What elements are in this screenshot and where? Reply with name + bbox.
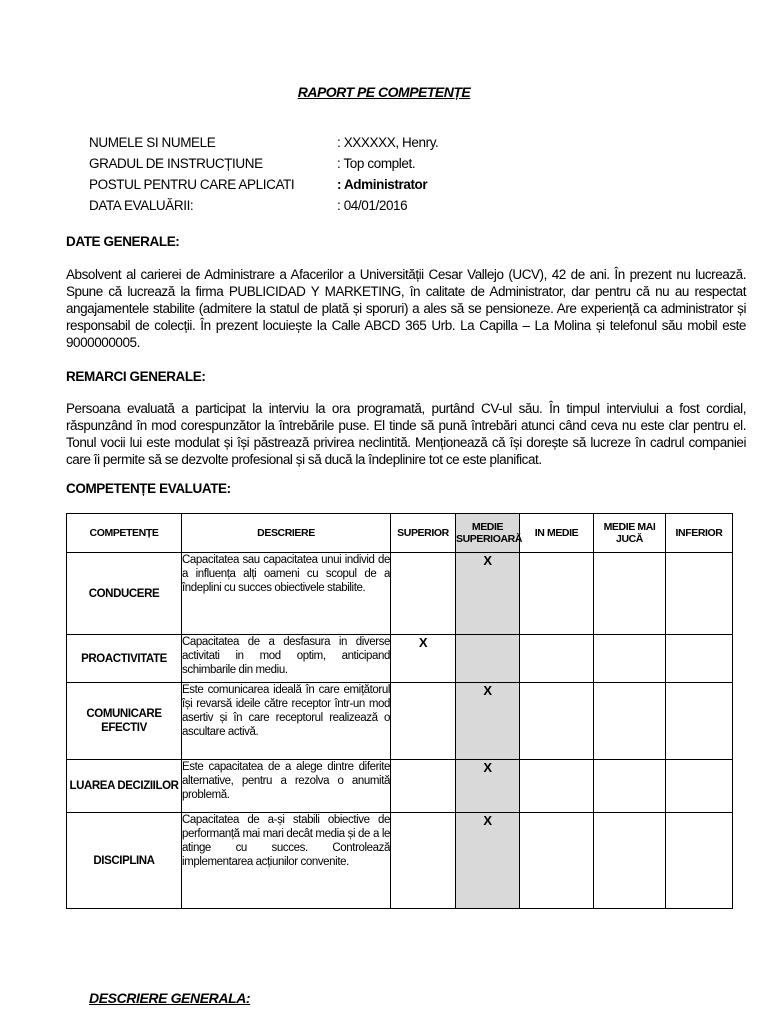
candidate-info [89, 135, 438, 219]
competence-description: Capacitatea sau capacitatea unui individ de a influența alți oameni cu scopul de a îndeplini cu succes obiectivele stabilite. [182, 553, 391, 635]
info-value: : Administrator [337, 177, 428, 192]
rating-cell [666, 760, 733, 813]
header-description: DESCRIERE [182, 514, 391, 553]
competencies-table [66, 513, 733, 909]
info-value: : XXXXXX, Henry. [337, 135, 439, 150]
info-row-education [89, 156, 438, 177]
rating-cell: X [456, 553, 520, 635]
rating-cell [520, 813, 594, 909]
table-row [67, 553, 733, 635]
rating-cell [391, 683, 456, 760]
header-in-medie: IN MEDIE [520, 514, 594, 553]
rating-cell [391, 813, 456, 909]
table-row [67, 635, 733, 683]
rating-cell [666, 813, 733, 909]
rating-cell [666, 553, 733, 635]
rating-cell [594, 635, 666, 683]
info-row-name [89, 135, 438, 156]
header-superior: SUPERIOR [391, 514, 456, 553]
remarks-heading: REMARCI GENERALE: [66, 369, 206, 384]
rating-cell [594, 683, 666, 760]
rating-cell [520, 553, 594, 635]
info-label: POSTUL PENTRU CARE APLICATI [89, 177, 295, 192]
remarks-text: Persoana evaluată a participat la interviu la ora programată, purtând CV-ul său. În timpul interviului a fost cordial, răspunzând în mod corespunzător la întrebările puse. El tinde să pună întrebări atunci când ceva nu este clar pentru el. Tonul vocii lui este modulat și își păstrează privirea neclintită. Menționează că își dorește să lucreze în cadrul companiei care îi permite să se dezvolte profesional și să ducă la îndeplinire tot ce este planificat. [66, 401, 746, 467]
competence-name: CONDUCERE [67, 553, 182, 635]
competencies-heading: COMPETENȚE EVALUATE: [66, 481, 231, 496]
rating-cell [456, 635, 520, 683]
competence-name: DISCIPLINA [67, 813, 182, 909]
info-row-position [89, 177, 438, 198]
table-header-row [67, 514, 733, 553]
rating-cell [520, 635, 594, 683]
page-title: RAPORT PE COMPETENȚE [297, 84, 471, 100]
rating-cell: X [456, 683, 520, 760]
rating-cell [594, 813, 666, 909]
table-row [67, 813, 733, 909]
rating-cell [666, 635, 733, 683]
info-row-date [89, 198, 438, 219]
rating-cell: X [456, 760, 520, 813]
general-description-heading: DESCRIERE GENERALA: [89, 990, 251, 1006]
rating-cell [520, 760, 594, 813]
rating-cell [520, 683, 594, 760]
info-label: NUMELE SI NUMELE [89, 135, 216, 150]
rating-cell [391, 760, 456, 813]
competence-description: Capacitatea de a-și stabili obiective de performanță mai mari decât media și de a le atinge cu succes. Controlează implementarea acțiunilor convenite. [182, 813, 391, 909]
info-value: : 04/01/2016 [337, 198, 408, 213]
header-medie-superioara: MEDIE SUPERIOARĂ [456, 514, 520, 553]
header-inferior: INFERIOR [666, 514, 733, 553]
info-value: : Top complet. [337, 156, 416, 171]
rating-cell [594, 760, 666, 813]
rating-cell [666, 683, 733, 760]
table-row [67, 760, 733, 813]
info-label: GRADUL DE INSTRUCȚIUNE [89, 156, 263, 171]
table-row [67, 683, 733, 760]
competence-name: COMUNICARE EFECTIV [67, 683, 182, 760]
competence-description: Este comunicarea ideală în care emițătorul își revarsă ideile către receptor într-un mod asertiv și în care receptorul realizează o ascultare activă. [182, 683, 391, 760]
competence-description: Capacitatea de a desfasura in diverse activitati in mod optim, anticipand schimbarile din mediu. [182, 635, 391, 683]
rating-cell: X [456, 813, 520, 909]
competence-description: Este capacitatea de a alege dintre diferite alternative, pentru a rezolva o anumită problemă. [182, 760, 391, 813]
rating-cell: X [391, 635, 456, 683]
rating-cell [594, 553, 666, 635]
general-heading: DATE GENERALE: [66, 234, 180, 249]
header-medie-mai-joasa: MEDIE MAI JUCĂ [594, 514, 666, 553]
general-text: Absolvent al carierei de Administrare a Afacerilor a Universității Cesar Vallejo (UCV), 42 de ani. În prezent nu lucrează. Spune că lucrează la firma PUBLICIDAD Y MARKETING, în calitate de Administrator, dar pentru că nu au respectat angajamentele stabilite (admitere la statul de plată și sporuri) a ales să se pensioneze. Are experiență ca administrator și responsabil de colecții. În prezent locuiește la Calle ABCD 365 Urb. La Capilla – La Molina și telefonul său mobil este 9000000005. [66, 267, 746, 350]
competence-name: PROACTIVITATE [67, 635, 182, 683]
competence-name: LUAREA DECIZIILOR [67, 760, 182, 813]
rating-cell [391, 553, 456, 635]
header-competence: COMPETENȚE [67, 514, 182, 553]
info-label: DATA EVALUĂRII: [89, 198, 194, 213]
